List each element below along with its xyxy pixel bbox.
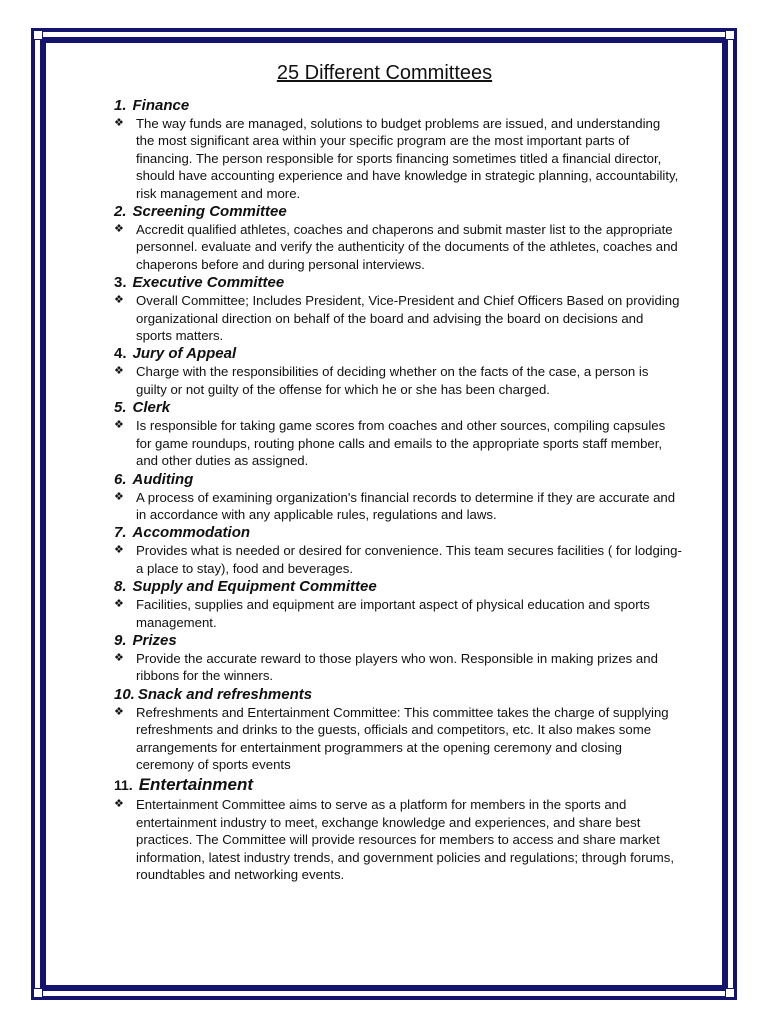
section-title: Jury of Appeal (132, 345, 237, 363)
item-text: Is responsible for taking game scores from coaches and other sources, compiling capsules for game roundups, routing phone calls and emails to the appropriate sports staff member, and other duties as assigned. (136, 418, 666, 469)
list-item (112, 363, 682, 398)
item-text: Overall Committee; Includes President, Vice-President and Chief Officers Based on providing organizational direction on behalf of the board and advising the board on decisions and sports matters. (136, 293, 680, 344)
diamond-bullet-icon: ❖ (114, 490, 124, 503)
section-auditing (112, 471, 682, 524)
item-text: Provides what is needed or desired for convenience. This team secures facilities ( for lodging- a place to stay), food and beverages. (136, 543, 682, 576)
diamond-bullet-icon: ❖ (114, 365, 124, 378)
section-number: 1. (114, 97, 127, 114)
list-item (112, 542, 682, 577)
item-text: Refreshments and Entertainment Committee: This committee takes the charge of supplying refreshments and drinks to the guests, officials and competitors, etc. It also makes some arrangements for entertainment programmers at the opening ceremony and closing ceremony of sports events (136, 704, 669, 772)
item-text: Provide the accurate reward to those players who won. Responsible in making prizes and ribbons for the winners. (136, 650, 658, 684)
section-heading (112, 399, 682, 417)
section-heading (112, 632, 682, 650)
list-item (112, 292, 682, 344)
section-title: Snack and refreshments (137, 685, 313, 703)
section-heading (112, 686, 682, 704)
section-heading (112, 345, 682, 363)
section-number: 2. (114, 203, 127, 221)
item-text: Charge with the responsibilities of deciding whether on the facts of the case, a person is guilty or not guilty of the offense for which he or she has been charged. (136, 364, 649, 397)
diamond-bullet-icon: ❖ (114, 598, 124, 611)
section-title: Executive Committee (132, 274, 285, 292)
list-item (112, 417, 682, 469)
section-heading (112, 203, 682, 221)
section-number: 9. (114, 631, 127, 649)
list-item (112, 115, 682, 202)
border-corner (725, 30, 735, 40)
section-number: 8. (114, 578, 127, 596)
section-heading (112, 774, 682, 796)
section-heading (112, 471, 682, 489)
border-corner (725, 988, 735, 998)
section-snack-and-refreshments (112, 686, 682, 774)
diamond-bullet-icon: ❖ (114, 223, 124, 236)
item-text: Facilities, supplies and equipment are important aspect of physical education and sports management. (136, 597, 650, 630)
section-heading (112, 97, 682, 115)
diamond-bullet-icon: ❖ (114, 798, 124, 811)
list-item (112, 221, 682, 273)
section-title: Screening Committee (132, 203, 287, 221)
border-corner (33, 30, 43, 40)
section-entertainment (112, 774, 682, 883)
section-prizes (112, 632, 682, 685)
diamond-bullet-icon: ❖ (114, 117, 124, 129)
list-item (112, 650, 682, 685)
list-item (112, 489, 682, 524)
diamond-bullet-icon: ❖ (114, 419, 124, 432)
diamond-bullet-icon: ❖ (114, 651, 124, 664)
section-heading (112, 578, 682, 596)
section-number: 6. (114, 470, 127, 488)
diamond-bullet-icon: ❖ (114, 294, 124, 307)
section-number: 3. (114, 274, 127, 292)
item-text: Entertainment Committee aims to serve as a platform for members in the sports and entertainment industry to meet, exchange knowledge and experiences, and share best practices. The Committee will provide resources for members to access and share market information, latest industry trends, and government policies and regulations; through forums, roundtables and networking events. (136, 797, 675, 882)
section-title: Auditing (132, 470, 194, 488)
list-item (112, 704, 682, 774)
section-supply-and-equipment (112, 578, 682, 631)
document-body (112, 62, 682, 884)
section-title: Prizes (132, 631, 177, 649)
section-number: 10. (114, 685, 135, 703)
section-clerk (112, 399, 682, 469)
section-heading (112, 274, 682, 292)
section-number: 4. (114, 345, 127, 363)
section-title: Accommodation (132, 524, 251, 542)
diamond-bullet-icon: ❖ (114, 705, 124, 718)
list-item (112, 596, 682, 631)
list-item (112, 796, 682, 883)
section-finance (112, 97, 682, 202)
section-number: 7. (114, 524, 127, 542)
item-text: The way funds are managed, solutions to budget problems are issued, and understanding the most significant area within your specific program are the most important parts of financing. The person responsible for sports financing sometimes titled a financial director, should have accounting experience and have knowledge in strategic planning, accountability, risk management and more. (136, 116, 679, 201)
item-text: A process of examining organization's financial records to determine if they are accurate and in accordance with any applicable rules, regulations and laws. (136, 489, 676, 522)
page-title: 25 Different Committees (276, 62, 493, 84)
section-title: Finance (132, 97, 190, 114)
section-heading (112, 524, 682, 542)
section-accommodation (112, 524, 682, 577)
section-number: 5. (114, 399, 127, 417)
item-text: Accredit qualified athletes, coaches and chaperons and submit master list to the appropriate personnel. evaluate and verify the authenticity of the documents of the athletes, coaches and chaperons before and during personal interviews. (136, 222, 678, 272)
border-corner (33, 988, 43, 998)
section-title: Supply and Equipment Committee (132, 578, 377, 596)
section-title: Clerk (132, 399, 171, 417)
section-jury-of-appeal (112, 345, 682, 398)
diamond-bullet-icon: ❖ (114, 544, 124, 557)
section-executive-committee (112, 274, 682, 344)
section-number: 11. (114, 777, 133, 794)
section-title: Entertainment (138, 775, 253, 795)
section-screening-committee (112, 203, 682, 273)
